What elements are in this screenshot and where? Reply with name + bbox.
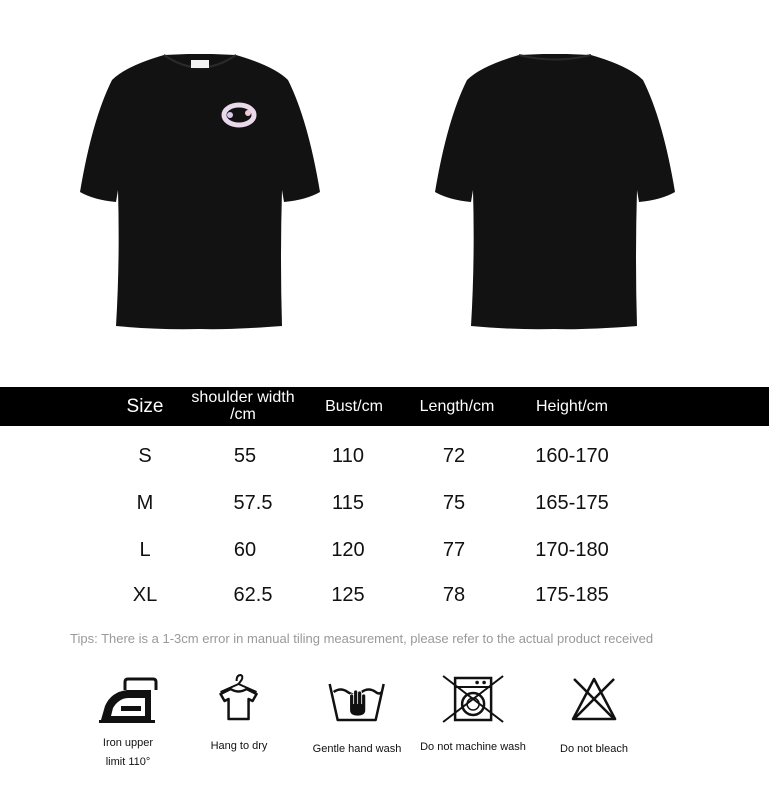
care-item-no-bleach — [560, 676, 628, 759]
row-shoulder: 57.5 — [233, 492, 273, 514]
tshirt-back-image — [433, 50, 677, 332]
iron-icon — [97, 676, 159, 724]
row-height: 165-175 — [535, 492, 609, 514]
row-height: 160-170 — [535, 445, 609, 467]
care-label: Iron upper — [102, 737, 154, 749]
table-row — [0, 539, 769, 569]
hanger-shirt-icon — [217, 672, 261, 722]
product-images — [0, 0, 769, 360]
row-height: 175-185 — [535, 584, 609, 606]
table-row — [0, 584, 769, 614]
header-shoulder-line2: /cm — [230, 406, 256, 423]
row-bust: 125 — [331, 584, 365, 606]
care-label: Do not machine wash — [420, 741, 526, 753]
row-shoulder: 62.5 — [233, 584, 273, 606]
no-bleach-icon — [570, 676, 618, 722]
header-size: Size — [126, 396, 164, 417]
row-length: 72 — [442, 445, 466, 467]
size-chart-header — [0, 387, 769, 426]
care-item-hang — [211, 672, 268, 756]
measurement-tips: Tips: There is a 1-3cm error in manual tiling measurement, please refer to the actual product received — [70, 631, 654, 646]
row-size: S — [138, 445, 152, 467]
header-height: Height/cm — [535, 398, 609, 415]
care-item-iron — [97, 676, 159, 772]
table-row — [0, 445, 769, 475]
no-machine-wash-icon — [441, 674, 505, 724]
header-shoulder — [191, 389, 294, 423]
care-label: Hang to dry — [210, 740, 268, 752]
row-shoulder: 55 — [233, 445, 257, 467]
row-size: L — [139, 539, 151, 561]
care-item-no-machine-wash — [420, 674, 526, 757]
header-shoulder-line1: shoulder width — [191, 389, 295, 406]
care-label: Do not bleach — [560, 743, 628, 755]
row-bust: 110 — [332, 445, 364, 467]
row-bust: 120 — [331, 539, 365, 561]
row-length: 78 — [442, 584, 466, 606]
care-label-line2: limit 110° — [105, 756, 151, 768]
row-height: 170-180 — [535, 539, 609, 561]
header-length: Length/cm — [419, 398, 495, 415]
hand-wash-icon — [328, 676, 386, 722]
row-length: 75 — [442, 492, 466, 514]
table-row — [0, 492, 769, 522]
care-label: Gentle hand wash — [312, 743, 402, 755]
row-bust: 115 — [332, 492, 364, 514]
care-item-hand-wash — [313, 676, 402, 759]
row-shoulder: 60 — [233, 539, 257, 561]
care-instructions — [0, 672, 769, 792]
row-size: M — [136, 492, 154, 514]
row-length: 77 — [442, 539, 466, 561]
tshirt-front-image — [78, 50, 322, 332]
row-size: XL — [132, 584, 158, 606]
header-bust: Bust/cm — [325, 398, 383, 415]
